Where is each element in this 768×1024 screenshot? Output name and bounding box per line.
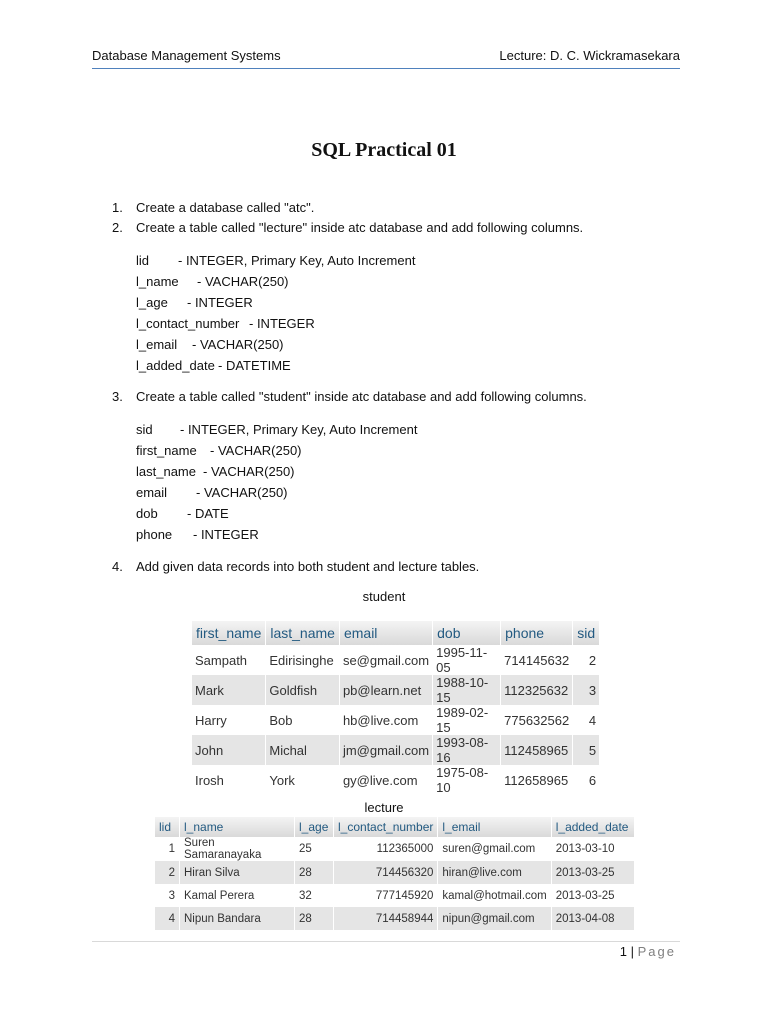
column-name: l_name (136, 274, 179, 289)
column-name: l_age (136, 295, 168, 310)
column-name: l_email (136, 337, 178, 352)
student-table (192, 621, 600, 795)
table-cell: 714145632 (501, 645, 573, 675)
footer-divider (92, 941, 680, 942)
column-def (136, 464, 295, 479)
table-cell: 1988-10-15 (433, 675, 501, 705)
column-def (136, 506, 229, 521)
table-header-row (192, 621, 600, 645)
column-name: sid (136, 422, 153, 437)
column-type: - VACHAR(250) (197, 274, 289, 289)
table-cell: 714458944 (334, 907, 438, 930)
list-number: 1. (112, 200, 123, 215)
table-cell: 2013-03-25 (551, 884, 634, 907)
table-cell: nipun@gmail.com (438, 907, 551, 930)
column-type: - INTEGER (187, 295, 253, 310)
column-header: phone (501, 621, 573, 645)
table-cell: Kamal Perera (180, 884, 295, 907)
column-def (136, 253, 415, 268)
column-header: first_name (192, 621, 266, 645)
column-def (136, 274, 289, 289)
column-name: email (136, 485, 168, 500)
table-cell: 1989-02-15 (433, 705, 501, 735)
table-row (192, 705, 600, 735)
lecture-table (155, 817, 635, 930)
table-cell: Michal (266, 735, 340, 765)
table-cell: 2 (573, 645, 600, 675)
column-type: - VACHAR(250) (196, 485, 288, 500)
list-text: Create a database called "atc". (136, 200, 315, 215)
column-name: lid (136, 253, 150, 268)
table-cell: 1975-08-10 (433, 765, 501, 795)
table-cell: 2013-04-08 (551, 907, 634, 930)
table-cell: 3 (155, 884, 180, 907)
list-text: Add given data records into both student and lecture tables. (136, 559, 480, 574)
list-number: 4. (112, 559, 123, 574)
page-label: Page (637, 944, 676, 959)
page-header (92, 46, 680, 69)
table-row (192, 645, 600, 675)
column-type: - VACHAR(250) (192, 337, 284, 352)
table-cell: 2 (155, 861, 180, 884)
column-header: sid (573, 621, 600, 645)
table-cell: pb@learn.net (339, 675, 432, 705)
table-cell: Mark (192, 675, 266, 705)
column-type: - VACHAR(250) (210, 443, 302, 458)
table-cell: Suren Samaranayaka (180, 837, 295, 861)
column-name: dob (136, 506, 158, 521)
table-row (155, 861, 634, 884)
table-cell: Harry (192, 705, 266, 735)
table-row (155, 837, 634, 861)
column-name: l_added_date (136, 358, 215, 373)
footer-separator: | (630, 944, 634, 959)
list-text: Create a table called "lecture" inside atc database and add following columns. (136, 220, 584, 235)
table-row (155, 907, 634, 930)
table-cell: 112458965 (501, 735, 573, 765)
list-text: Create a table called "student" inside atc database and add following columns. (136, 389, 587, 404)
table-cell: 1993-08-16 (433, 735, 501, 765)
table-cell: 28 (295, 861, 334, 884)
lecture-table-caption: lecture (364, 800, 404, 815)
table-cell: suren@gmail.com (438, 837, 551, 861)
column-type: - INTEGER, Primary Key, Auto Increment (180, 422, 418, 437)
column-def (136, 422, 417, 437)
table-cell: kamal@hotmail.com (438, 884, 551, 907)
table-cell: hiran@live.com (438, 861, 551, 884)
table-cell: Irosh (192, 765, 266, 795)
table-cell: 775632562 (501, 705, 573, 735)
list-item (112, 200, 314, 215)
table-cell: 1995-11-05 (433, 645, 501, 675)
table-cell: 4 (155, 907, 180, 930)
table-cell: Sampath (192, 645, 266, 675)
table-cell: hb@live.com (339, 705, 432, 735)
list-item (112, 559, 479, 574)
column-header: email (339, 621, 432, 645)
header-course: Database Management Systems (92, 48, 281, 63)
table-cell: 714456320 (334, 861, 438, 884)
table-cell: York (266, 765, 340, 795)
page-title: SQL Practical 01 (311, 139, 457, 161)
page-number: 1 (619, 944, 627, 959)
column-type: - DATETIME (218, 358, 291, 373)
table-cell: gy@live.com (339, 765, 432, 795)
column-header: l_added_date (551, 817, 634, 837)
table-cell: 112658965 (501, 765, 573, 795)
column-name: last_name (136, 464, 196, 479)
table-cell: Bob (266, 705, 340, 735)
table-header-row (155, 817, 634, 837)
table-cell: 777145920 (334, 884, 438, 907)
column-type: - INTEGER (193, 527, 259, 542)
column-header: lid (155, 817, 180, 837)
table-cell: John (192, 735, 266, 765)
header-lecturer: Lecture: D. C. Wickramasekara (499, 48, 680, 63)
table-cell: 28 (295, 907, 334, 930)
list-item (112, 389, 587, 404)
column-header: l_contact_number (334, 817, 438, 837)
column-header: l_email (438, 817, 551, 837)
table-row (192, 765, 600, 795)
table-cell: Hiran Silva (180, 861, 295, 884)
table-cell: Edirisinghe (266, 645, 340, 675)
column-type: - INTEGER (249, 316, 315, 331)
table-cell: 6 (573, 765, 600, 795)
list-item (112, 220, 583, 235)
table-row (155, 884, 634, 907)
table-cell: 2013-03-25 (551, 861, 634, 884)
table-row (192, 735, 600, 765)
column-header: dob (433, 621, 501, 645)
column-def (136, 485, 288, 500)
column-header: l_age (295, 817, 334, 837)
column-type: - DATE (187, 506, 229, 521)
table-cell: jm@gmail.com (339, 735, 432, 765)
table-cell: 32 (295, 884, 334, 907)
list-number: 3. (112, 389, 123, 404)
column-name: l_contact_number (136, 316, 240, 331)
column-header: l_name (180, 817, 295, 837)
table-cell: 3 (573, 675, 600, 705)
column-name: first_name (136, 443, 197, 458)
column-def (136, 295, 253, 310)
table-cell: Goldfish (266, 675, 340, 705)
table-cell: 1 (155, 837, 180, 861)
table-cell: 5 (573, 735, 600, 765)
table-cell: 25 (295, 837, 334, 861)
column-def (136, 337, 284, 352)
table-cell: se@gmail.com (339, 645, 432, 675)
column-def (136, 358, 291, 373)
column-def (136, 316, 315, 331)
table-cell: 4 (573, 705, 600, 735)
table-cell: Nipun Bandara (180, 907, 295, 930)
table-cell: 112365000 (334, 837, 438, 861)
table-cell: 112325632 (501, 675, 573, 705)
column-def (136, 527, 259, 542)
column-type: - INTEGER, Primary Key, Auto Increment (178, 253, 416, 268)
student-table-caption: student (362, 589, 406, 604)
column-name: phone (136, 527, 173, 542)
page-footer (620, 944, 676, 959)
table-cell: 2013-03-10 (551, 837, 634, 861)
list-number: 2. (112, 220, 123, 235)
table-row (192, 675, 600, 705)
column-header: last_name (266, 621, 340, 645)
column-type: - VACHAR(250) (203, 464, 295, 479)
column-def (136, 443, 302, 458)
